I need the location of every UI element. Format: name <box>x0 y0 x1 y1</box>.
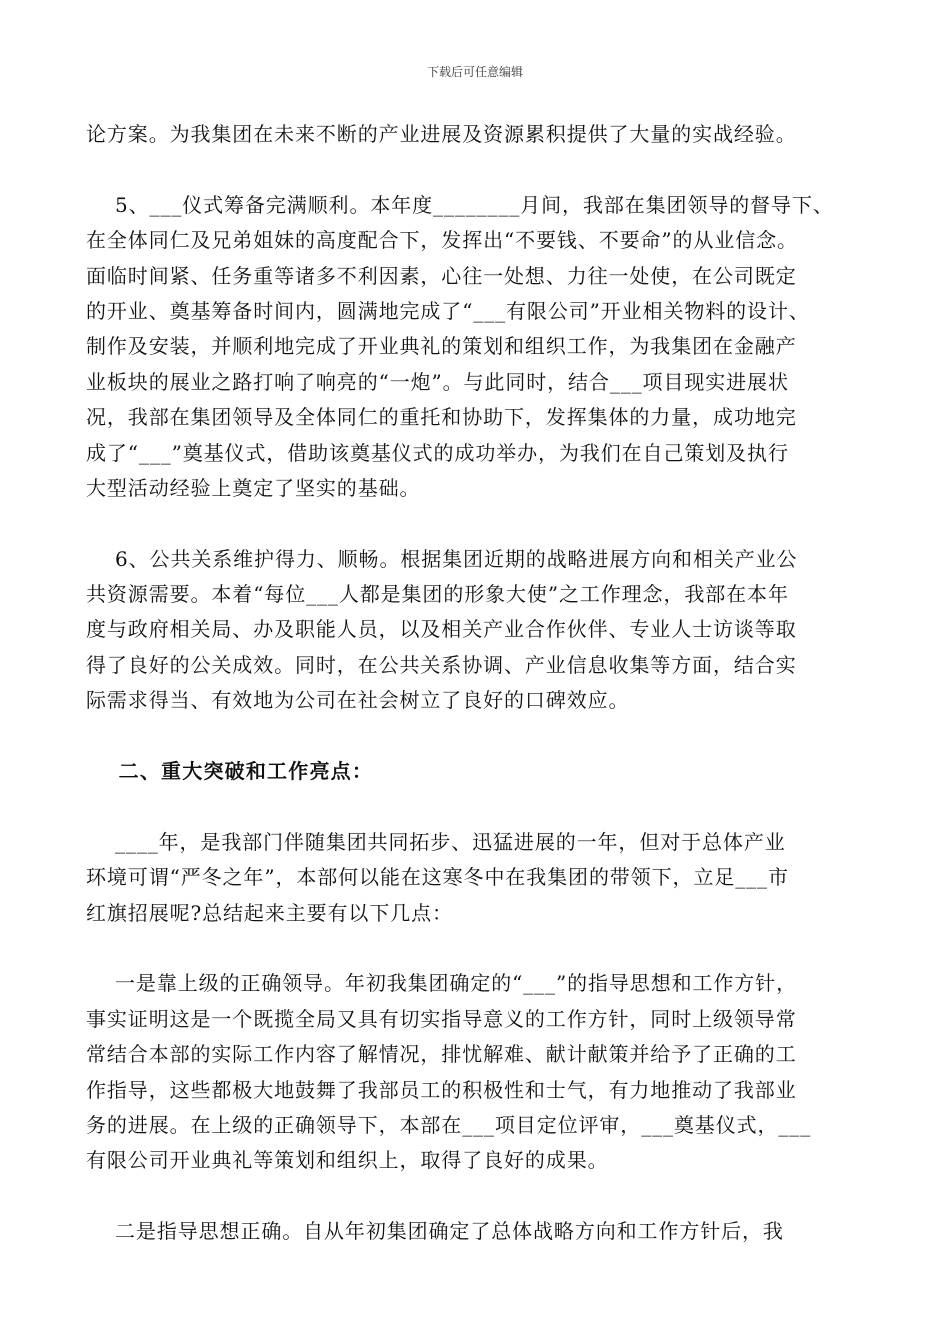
paragraph-gap <box>86 719 876 754</box>
paragraph-line: 在全体同仁及兄弟姐妹的高度配合下，发挥出“不要钱、不要命”的从业信念。 <box>86 228 798 253</box>
paragraph-line: 6、公共关系维护得力、顺畅。根据集团近期的战略进展方向和相关产业公 <box>86 546 798 571</box>
paragraph-line: 度与政府相关局、办及职能人员，以及相关产业合作伙伴、专业人士访谈等取 <box>86 617 797 642</box>
paragraph-gap <box>86 789 876 824</box>
paragraph-line: 大型活动经验上奠定了坚实的基础。 <box>86 475 421 500</box>
paragraph-line: 一是靠上级的正确领导。年初我集团确定的“___”的指导思想和工作方针， <box>86 971 797 996</box>
paragraph-line: 得了良好的公关成效。同时，在公共关系协调、产业信息收集等方面，结合实 <box>86 652 797 677</box>
paragraph-line: 际需求得当、有效地为公司在社会树立了良好的口碑效应。 <box>86 688 630 713</box>
document-body <box>86 117 876 1250</box>
paragraph-line: 红旗招展呢?总结起来主要有以下几点： <box>86 900 453 925</box>
paragraph-line: 事实证明这是一个既揽全局又具有切实指导意义的工作方针，同时上级领导常 <box>86 1006 797 1031</box>
page-header: 下载后可任意编辑 <box>426 65 523 79</box>
paragraph-line: ____年，是我部门伴随集团共同拓步、迅猛进展的一年，但对于总体产业 <box>86 829 786 854</box>
paragraph-line: 5、___仪式筹备完满顺利。本年度________月间，我部在集团领导的督导下、 <box>86 192 834 217</box>
paragraph-line: 环境可谓“严冬之年”，本部何以能在这寒冬中在我集团的带领下，立足___市 <box>86 865 789 890</box>
paragraph-line: 的开业、奠基筹备时间内，圆满地完成了“___有限公司”开业相关物料的设计、 <box>86 298 810 323</box>
paragraph-line: 制作及安装，并顺利地完成了开业典礼的策划和组织工作，为我集团在金融产 <box>86 334 797 359</box>
paragraph-line: 常结合本部的实际工作内容了解情况，排忧解难、献计献策并给予了正确的工 <box>86 1042 797 1067</box>
paragraph-gap <box>86 506 876 541</box>
paragraph-line: 况，我部在集团领导及全体同仁的重托和协助下，发挥集体的力量，成功地完 <box>86 405 797 430</box>
paragraph-line: 作指导，这些都极大地鼓舞了我部员工的积极性和士气，有力地推动了我部业 <box>86 1077 797 1102</box>
paragraph-line: 论方案。为我集团在未来不断的产业进展及资源累积提供了大量的实战经验。 <box>86 122 797 146</box>
section-heading: 二、重大突破和工作亮点： <box>86 759 374 784</box>
paragraph-gap <box>86 931 876 966</box>
paragraph-line: 成了“___”奠基仪式，借助该奠基仪式的成功举办，为我们在自己策划及执行 <box>86 440 789 465</box>
paragraph-line: 二是指导思想正确。自从年初集团确定了总体战略方向和工作方针后，我 <box>86 1219 784 1244</box>
paragraph-line: 共资源需要。本着“每位___人都是集团的形象大使”之工作理念，我部在本年 <box>86 582 789 607</box>
paragraph-line: 有限公司开业典礼等策划和组织上，取得了良好的成果。 <box>86 1148 609 1173</box>
paragraph-gap <box>86 152 876 187</box>
paragraph-line: 务的进展。在上级的正确领导下，本部在___项目定位评审，___奠基仪式，___ <box>86 1112 812 1137</box>
paragraph-line: 面临时间紧、任务重等诸多不利因素，心往一处想、力往一处使，在公司既定 <box>86 263 797 288</box>
paragraph-gap <box>86 1179 876 1214</box>
paragraph-line: 业板块的展业之路打响了响亮的“一炮”。与此同时，结合___项目现实进展状 <box>86 369 789 394</box>
